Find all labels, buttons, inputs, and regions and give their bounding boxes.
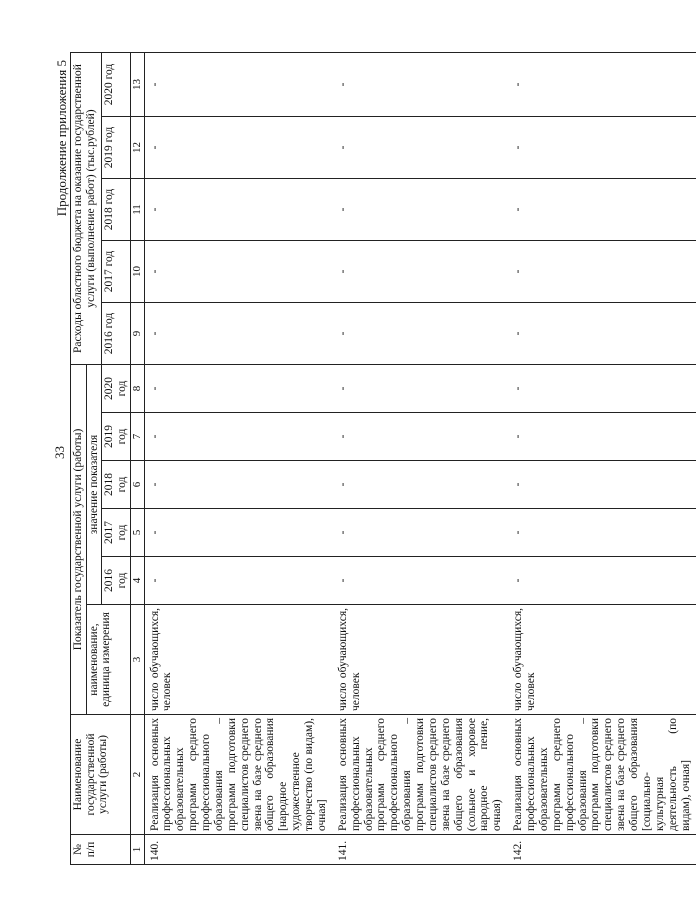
header-year: 2019 год xyxy=(102,413,130,461)
expense-cell: - xyxy=(333,179,508,241)
table-row xyxy=(144,53,333,865)
expense-cell: - xyxy=(333,117,508,179)
row-number: 142. xyxy=(508,835,696,865)
value-cell: - xyxy=(508,557,696,605)
indicator-unit: число обучающихся, человек xyxy=(333,605,508,715)
index-cell: 13 xyxy=(130,53,144,117)
header-unit: наименование, единица измерения xyxy=(86,605,130,715)
row-number: 141. xyxy=(333,835,508,865)
expense-cell: - xyxy=(333,303,508,365)
expense-cell: - xyxy=(508,53,696,117)
index-cell: 5 xyxy=(130,509,144,557)
header-value: значение показателя xyxy=(86,365,102,605)
continuation-label: Продолжение приложения 5 xyxy=(54,60,69,217)
indicator-unit: число обучающихся, человек xyxy=(508,605,696,715)
page-number: 33 xyxy=(52,446,67,459)
index-cell: 1 xyxy=(130,835,144,865)
expense-cell: - xyxy=(144,241,333,303)
value-cell: - xyxy=(144,557,333,605)
value-cell: - xyxy=(144,509,333,557)
service-name: Реализация основных профессиональных образовательных программ среднего профессионального образования – программ подготовки специалистов среднего звена на базе среднего общего образования [социально-культурная деятельность (по видам), очная] xyxy=(508,715,696,835)
index-cell: 11 xyxy=(130,179,144,241)
header-expense-year: 2018 год xyxy=(102,179,130,241)
header-expense: Расходы областного бюджета на оказание государственной услуги (выполнение работ) (тыс.рублей) xyxy=(71,53,102,365)
value-cell: - xyxy=(333,413,508,461)
header-num: № п/п xyxy=(71,835,131,865)
table-row xyxy=(333,53,508,865)
budget-table xyxy=(70,52,696,865)
expense-cell: - xyxy=(144,117,333,179)
value-cell: - xyxy=(144,413,333,461)
index-cell: 4 xyxy=(130,557,144,605)
expense-cell: - xyxy=(508,117,696,179)
header-expense-year: 2019 год xyxy=(102,117,130,179)
header-indicator: Показатель государственной услуги (работы) xyxy=(71,365,87,715)
header-year: 2017 год xyxy=(102,509,130,557)
service-name: Реализация основных профессиональных образовательных программ среднего профессионального образования – программ подготовки специалистов среднего звена на базе среднего общего образования [народное художественное творчество (по видам), очная] xyxy=(144,715,333,835)
table-row xyxy=(508,53,696,865)
header-name: Наименование государственной услуги (работы) xyxy=(71,715,131,835)
value-cell: - xyxy=(508,365,696,413)
expense-cell: - xyxy=(508,241,696,303)
expense-cell: - xyxy=(144,179,333,241)
expense-cell: - xyxy=(144,53,333,117)
expense-cell: - xyxy=(508,179,696,241)
value-cell: - xyxy=(508,509,696,557)
value-cell: - xyxy=(508,413,696,461)
header-year: 2016 год xyxy=(102,557,130,605)
expense-cell: - xyxy=(508,303,696,365)
value-cell: - xyxy=(333,461,508,509)
index-cell: 10 xyxy=(130,241,144,303)
index-cell: 9 xyxy=(130,303,144,365)
index-cell: 8 xyxy=(130,365,144,413)
index-cell: 7 xyxy=(130,413,144,461)
value-cell: - xyxy=(333,557,508,605)
header-year: 2020 год xyxy=(102,365,130,413)
row-number: 140. xyxy=(144,835,333,865)
header-expense-year: 2016 год xyxy=(102,303,130,365)
header-year: 2018 год xyxy=(102,461,130,509)
expense-cell: - xyxy=(144,303,333,365)
value-cell: - xyxy=(333,365,508,413)
index-cell: 12 xyxy=(130,117,144,179)
index-cell: 2 xyxy=(130,715,144,835)
service-name: Реализация основных профессиональных образовательных программ среднего профессионального образования – программ подготовки специалистов среднего звена на базе среднего общего образования (сольное и хоровое народное пение, очная) xyxy=(333,715,508,835)
indicator-unit: число обучающихся, человек xyxy=(144,605,333,715)
expense-cell: - xyxy=(333,53,508,117)
header-expense-year: 2020 год xyxy=(102,53,130,117)
header-expense-year: 2017 год xyxy=(102,241,130,303)
index-cell: 6 xyxy=(130,461,144,509)
value-cell: - xyxy=(144,365,333,413)
value-cell: - xyxy=(508,461,696,509)
value-cell: - xyxy=(333,509,508,557)
value-cell: - xyxy=(144,461,333,509)
expense-cell: - xyxy=(333,241,508,303)
index-cell: 3 xyxy=(130,605,144,715)
